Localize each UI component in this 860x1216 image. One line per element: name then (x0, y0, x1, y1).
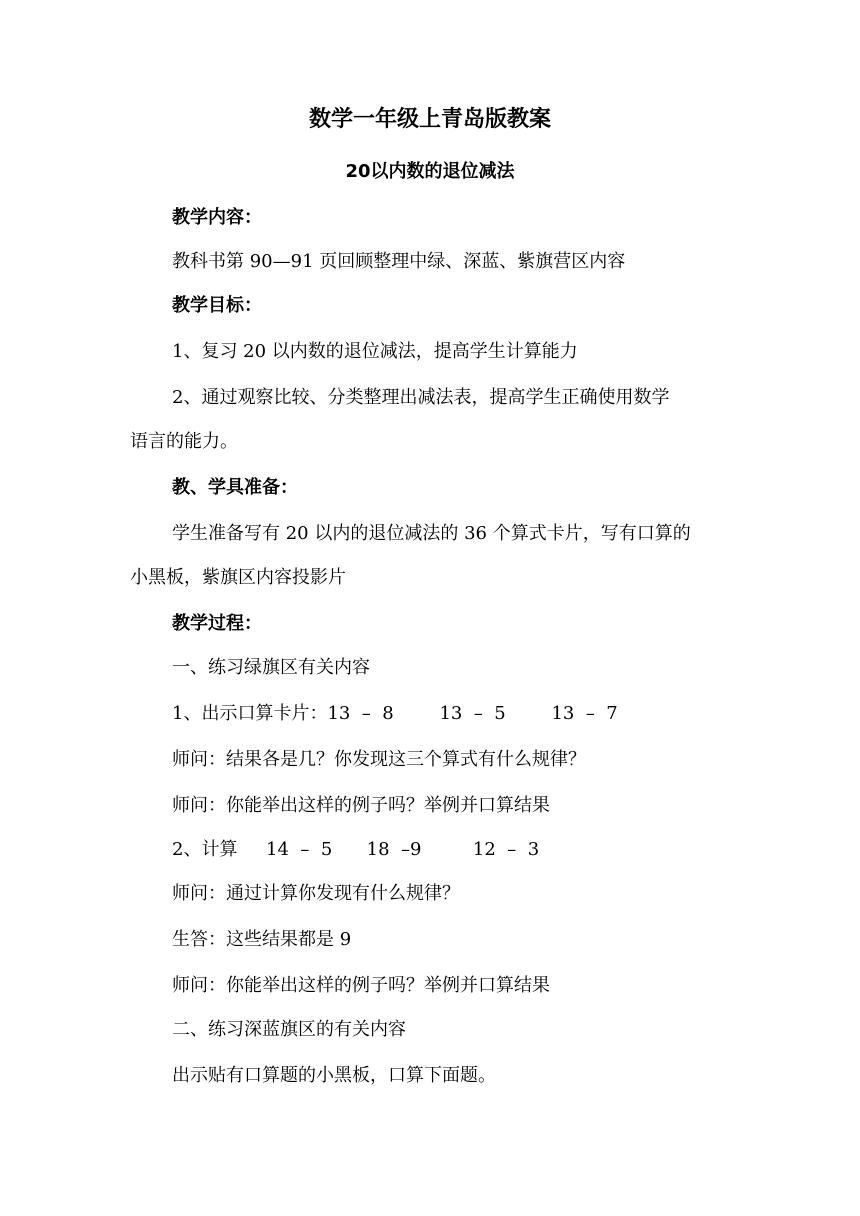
process-item: 师问：结果各是几？你发现这三个算式有什么规律？ (172, 749, 586, 770)
document-title: 数学一年级上青岛版教案 (308, 107, 551, 132)
document-subtitle: 20以内数的退位减法 (345, 161, 515, 182)
goal-1: 1、复习 20 以内数的退位减法，提高学生计算能力 (172, 341, 578, 362)
prep-line-1: 学生准备写有 20 以内的退位减法的 36 个算式卡片，写有口算的 (172, 523, 691, 544)
process-item: 生答：这些结果都是 9 (172, 929, 352, 950)
content-text: 教科书第 90—91 页回顾整理中绿、深蓝、紫旗营区内容 (172, 251, 626, 272)
process-item: 一、练习绿旗区有关内容 (172, 657, 370, 678)
process-heading: 教学过程： (172, 613, 262, 634)
goal-2-line-2: 语言的能力。 (130, 431, 238, 452)
process-item: 师问：你能举出这样的例子吗？举例并口算结果 (172, 795, 550, 816)
process-item: 2、计算 14 – 5 18 –9 12 – 3 (172, 839, 540, 860)
prep-line-2: 小黑板，紫旗区内容投影片 (130, 567, 346, 588)
prep-heading: 教、学具准备： (172, 477, 298, 498)
goal-2-line-1: 2、通过观察比较、分类整理出减法表，提高学生正确使用数学 (172, 387, 670, 408)
process-item: 师问：你能举出这样的例子吗？举例并口算结果 (172, 975, 550, 996)
process-item: 1、出示口算卡片：13 – 8 13 – 5 13 – 7 (172, 703, 618, 724)
content-heading: 教学内容： (172, 207, 262, 228)
process-item: 出示贴有口算题的小黑板，口算下面题。 (172, 1065, 496, 1086)
process-item: 师问：通过计算你发现有什么规律？ (172, 883, 460, 904)
goals-heading: 教学目标： (172, 295, 262, 316)
process-item: 二、练习深蓝旗区的有关内容 (172, 1019, 406, 1040)
